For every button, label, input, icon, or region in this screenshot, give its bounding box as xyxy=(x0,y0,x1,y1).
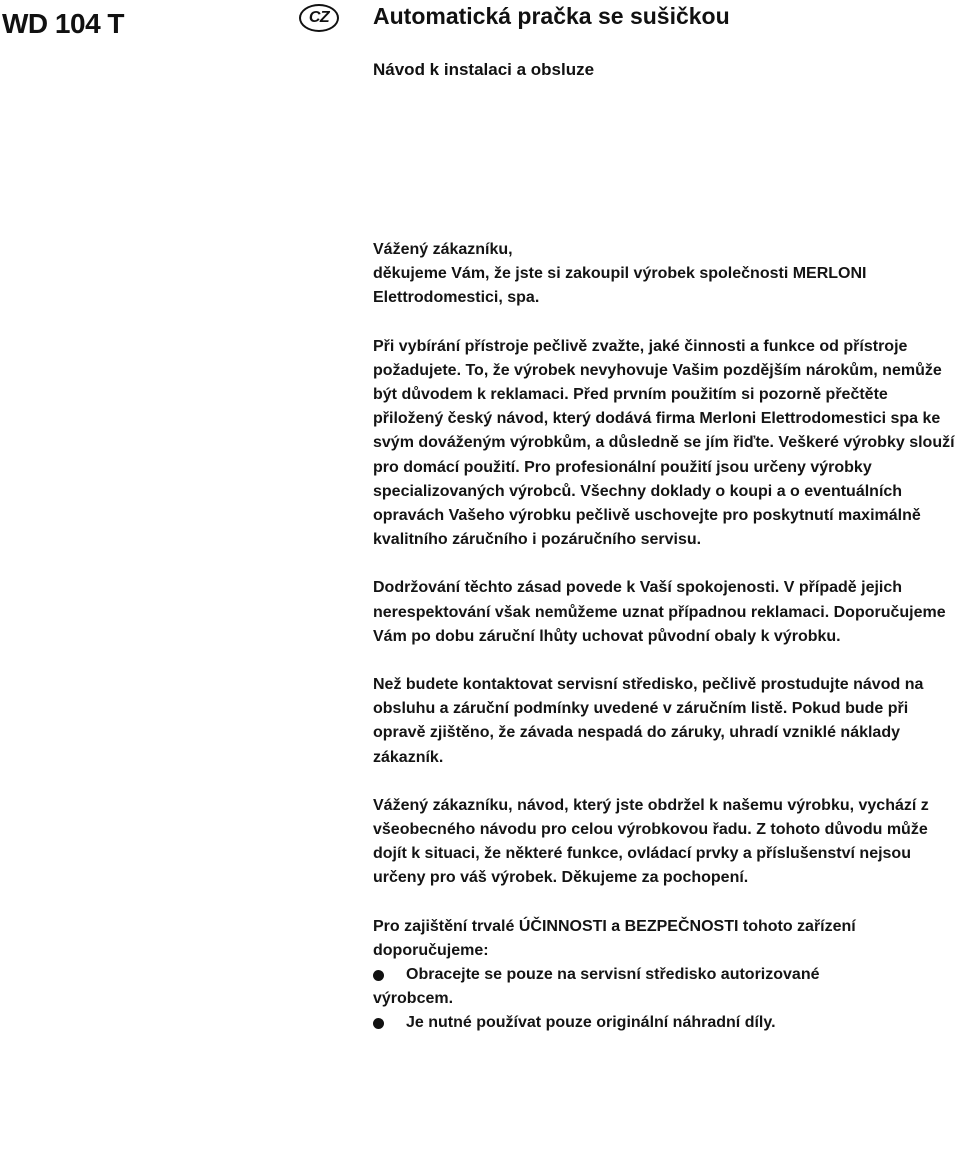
recommendation-list xyxy=(373,963,955,1036)
document-subtitle: Návod k instalaci a obsluze xyxy=(373,60,595,79)
list-item xyxy=(373,963,955,1011)
list-item-text: Je nutné používat pouze originální náhradní díly. xyxy=(406,1014,776,1032)
paragraph-general-manual: Vážený zákazníku, návod, který jste obdržel k našemu výrobku, vychází z všeobecného návodu pro celou výrobkovou řadu. Z tohoto důvodu může dojít k situaci, že některé funkce, ovládací prvky a příslušenství nejsou určeny pro váš výrobek. Děkujeme za pochopení. xyxy=(373,796,929,887)
greeting-line: Vážený zákazníku, xyxy=(373,241,513,258)
document-title: Automatická pračka se sušičkou xyxy=(373,3,730,29)
paragraph-packaging: Dodržování těchto zásad povede k Vaší spokojenosti. V případě jejich nerespektování však nemůžeme uznat případnou reklamaci. Doporučujeme Vám po dobu záruční lhůty uchovat původní obaly k výrobku. xyxy=(373,579,946,645)
paragraph-product-use: Při vybírání přístroje pečlivě zvažte, jaké činnosti a funkce od přístroje požadujete. To, že výrobek nevyhovuje Vašim pozdějším nárokům, nemůže být důvodem k reklamaci. Před prvním použitím si pozorně přečtěte přiložený český návod, který dodává firma Merloni Elettrodomestici spa ke svým dováženým výrobkům, a důsledně se jím řiďte. Veškeré výrobky slouží pro domácí použití. Pro profesionální použití jsou určeny výrobky specializovaných výrobců. Všechny doklady o koupi a o eventuálních opravách Vašeho výrobku pečlivě uschovejte pro poskytnutí maximálně kvalitního záručního i pozáručního servisu. xyxy=(373,337,955,549)
list-item-continuation: výrobcem. xyxy=(373,990,454,1008)
list-item-text: Obracejte se pouze na servisní středisko autorizované xyxy=(406,966,820,984)
model-number: WD 104 T xyxy=(2,8,125,39)
paragraph-service: Než budete kontaktovat servisní středisko, pečlivě prostudujte návod na obsluhu a záruční podmínky uvedené v záručním listě. Pokud bude při opravě zjištěno, že závada nespadá do záruky, uhradí vzniklé náklady zákazník. xyxy=(373,676,924,766)
intro-paragraph: děkujeme Vám, že jste si zakoupil výrobek společnosti MERLONI Elettrodomestici, spa. xyxy=(373,265,867,307)
paragraph-safety-intro: Pro zajištění trvalé ÚČINNOSTI a BEZPEČNOSTI tohoto zařízení doporučujeme: xyxy=(373,917,856,959)
list-item xyxy=(373,1011,955,1035)
letter-content xyxy=(373,238,955,1036)
bullet-icon xyxy=(373,970,384,981)
language-badge: CZ xyxy=(299,4,339,32)
